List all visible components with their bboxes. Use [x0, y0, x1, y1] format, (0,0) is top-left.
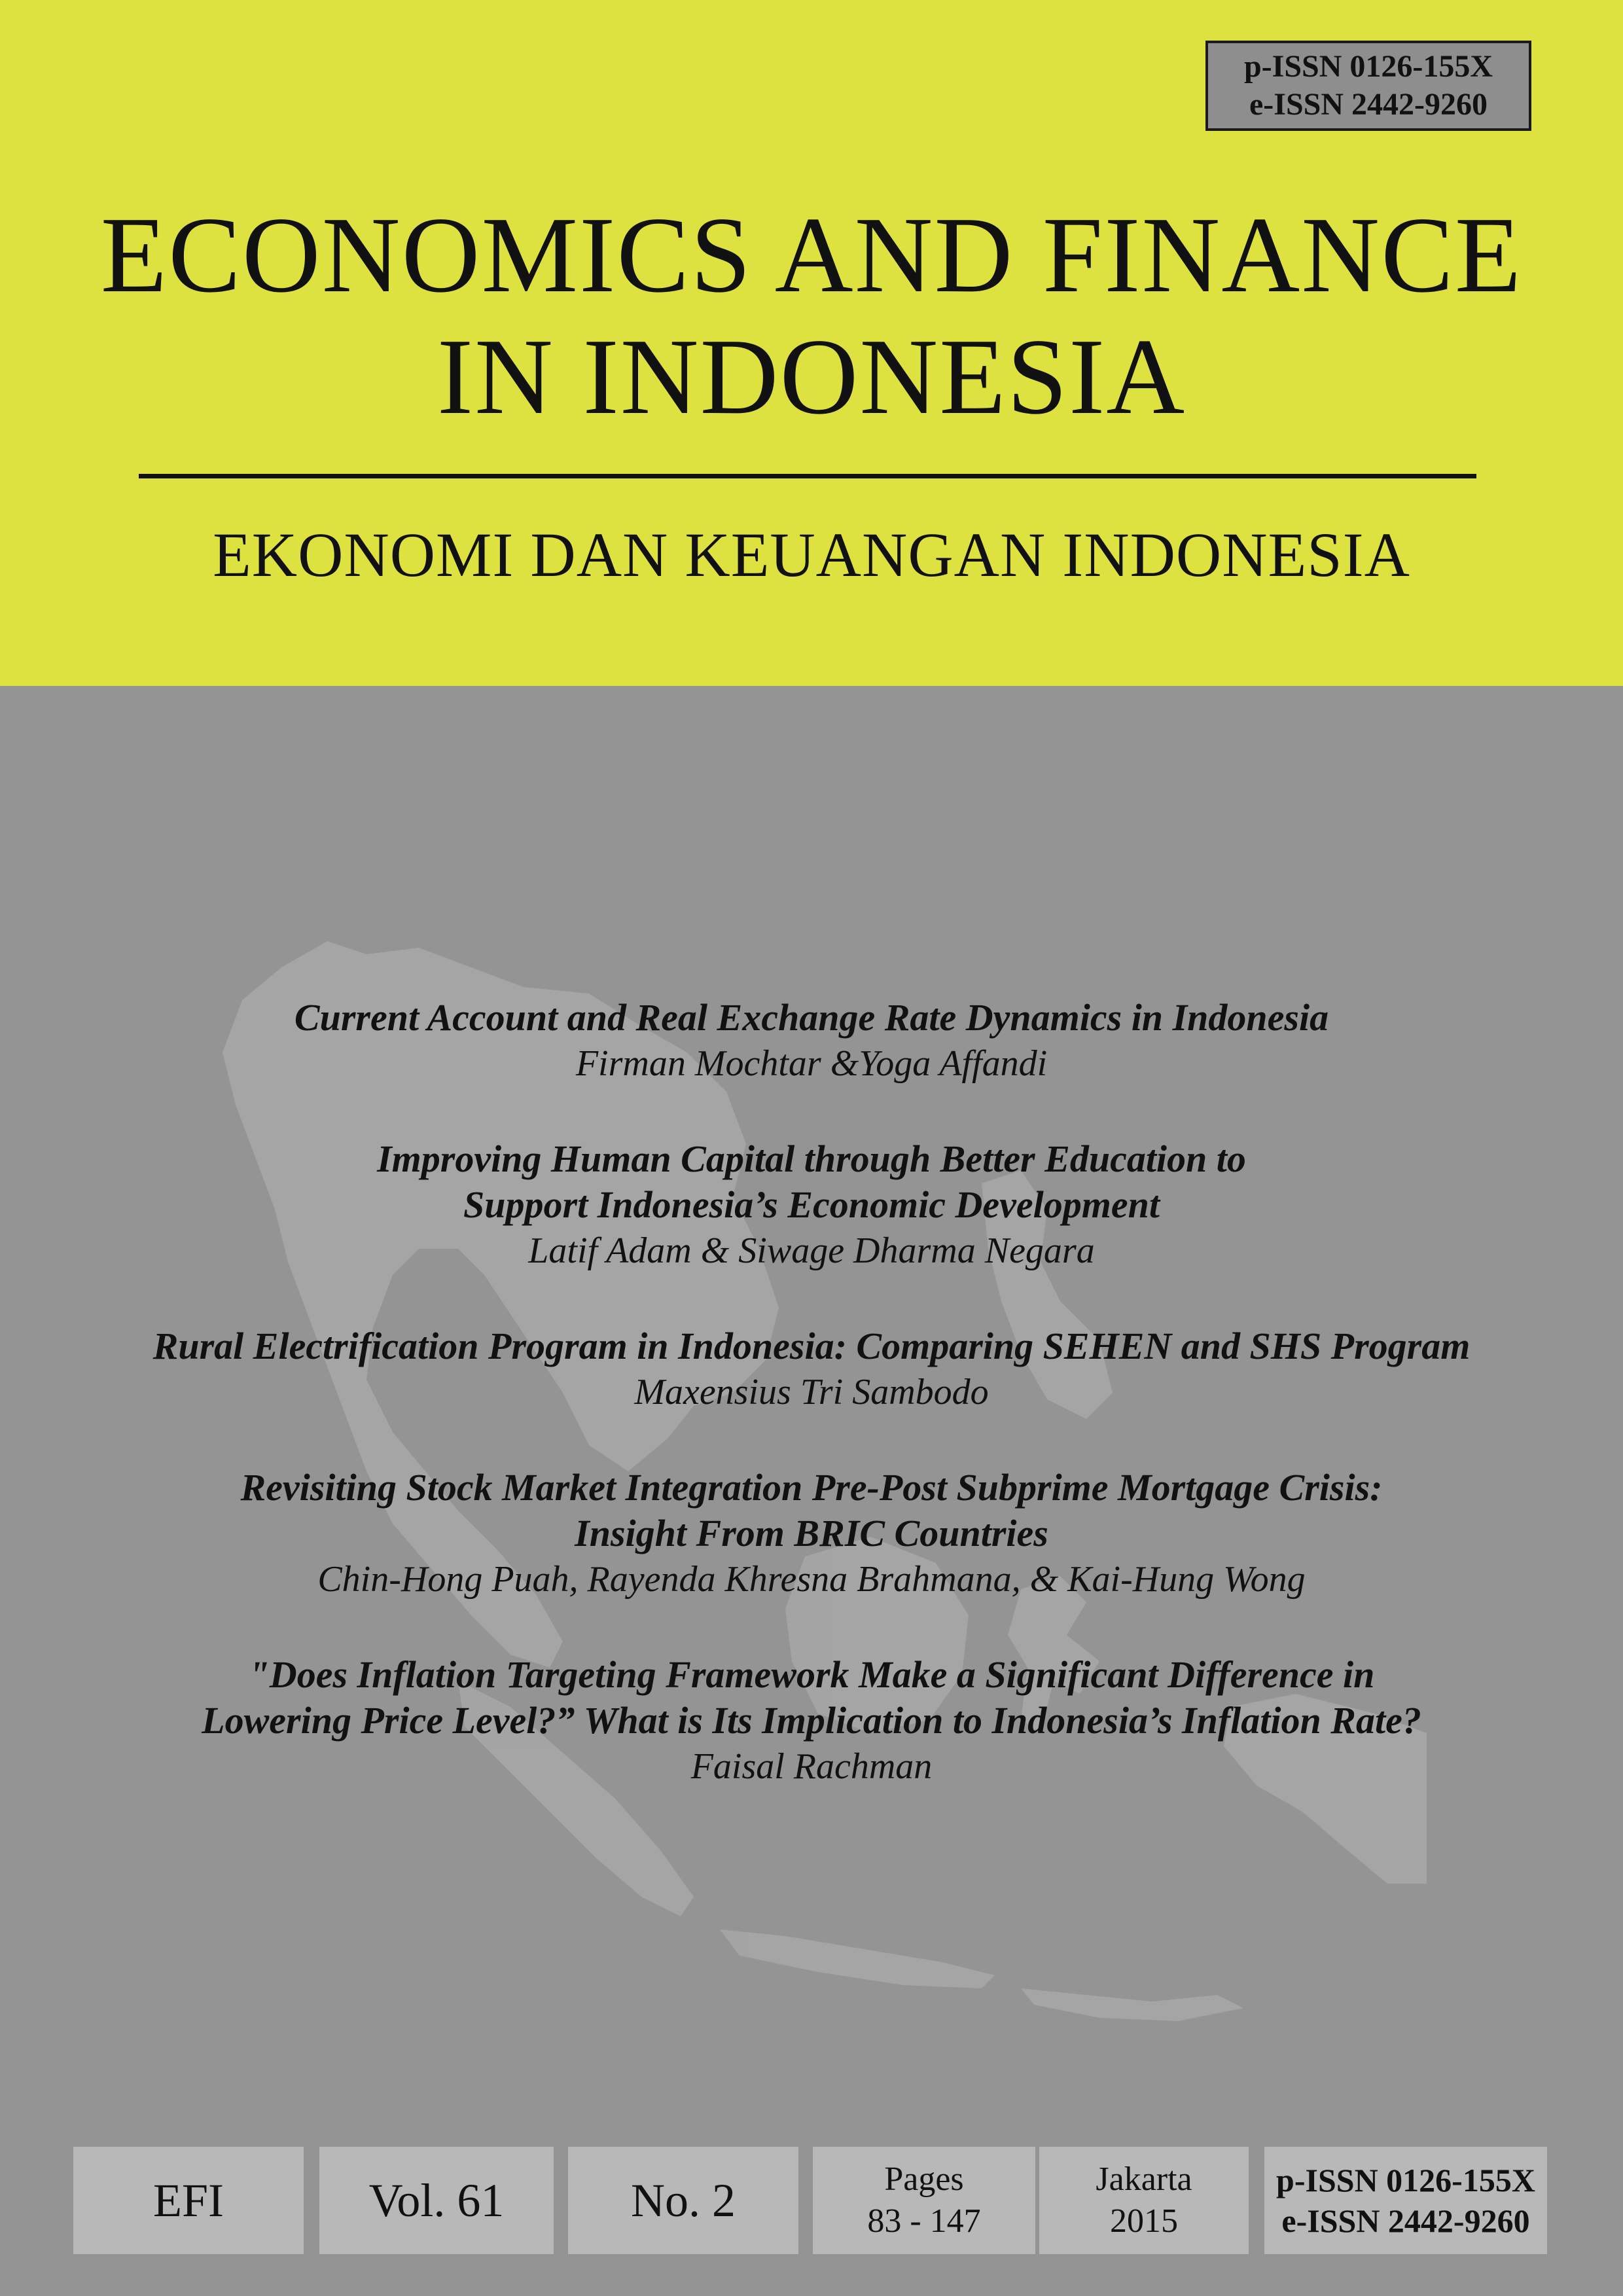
journal-subtitle: EKONOMI DAN KEUANGAN INDONESIA — [213, 520, 1410, 590]
article-authors: Maxensius Tri Sambodo — [634, 1372, 989, 1412]
article-title: Current Account and Real Exchange Rate Dynamics in Indonesia — [294, 996, 1329, 1039]
article-4 — [0, 1465, 1623, 1602]
article-1 — [0, 995, 1623, 1086]
article-title: Insight From BRIC Countries — [575, 1512, 1048, 1554]
year: 2015 — [1110, 2202, 1178, 2240]
article-title: "Does Inflation Targeting Framework Make a Significant Difference in — [248, 1653, 1375, 1696]
article-5 — [0, 1652, 1623, 1789]
table-of-contents — [0, 995, 1623, 1839]
article-authors: Chin-Hong Puah, Rayenda Khresna Brahmana, & Kai-Hung Wong — [317, 1559, 1306, 1600]
footer-journal-abbr — [73, 2147, 304, 2254]
footer-number — [568, 2147, 798, 2254]
article-title: Rural Electrification Program in Indonesia: Comparing SEHEN and SHS Program — [152, 1325, 1471, 1367]
article-2 — [0, 1136, 1623, 1274]
article-authors: Firman Mochtar &Yoga Affandi — [575, 1043, 1048, 1084]
city: Jakarta — [1096, 2161, 1192, 2198]
article-authors: Latif Adam & Siwage Dharma Negara — [528, 1230, 1095, 1271]
pages-range: 83 - 147 — [867, 2202, 981, 2240]
java-shape — [720, 1929, 995, 1988]
nusa-tenggara-shape — [1021, 1988, 1243, 2021]
article-title: Lowering Price Level?” What is Its Implication to Indonesia’s Inflation Rate? — [202, 1699, 1421, 1742]
article-title: Improving Human Capital through Better Education to — [377, 1138, 1246, 1180]
footer-issn — [1264, 2147, 1547, 2254]
journal-title-line-1: ECONOMICS AND FINANCE — [100, 194, 1523, 315]
volume: Vol. 61 — [368, 2174, 505, 2227]
article-title: Revisiting Stock Market Integration Pre-Post Subprime Mortgage Crisis: — [240, 1466, 1383, 1509]
footer-volume — [319, 2147, 554, 2254]
issn-electronic: e-ISSN 2442-9260 — [1281, 2202, 1530, 2239]
issn-box — [1205, 41, 1531, 131]
article-authors: Faisal Rachman — [690, 1746, 933, 1787]
title-divider — [139, 474, 1476, 478]
issn-print: p-ISSN 0126-155X — [1276, 2162, 1535, 2198]
issue-number: No. 2 — [631, 2174, 736, 2227]
pages-label: Pages — [884, 2161, 964, 2198]
footer-pages — [813, 2147, 1035, 2254]
journal-abbr: EFI — [153, 2174, 224, 2227]
issn-print: p-ISSN 0126-155X — [1243, 49, 1493, 84]
issn-electronic: e-ISSN 2442-9260 — [1249, 87, 1488, 122]
footer-place-year — [1039, 2147, 1249, 2254]
article-3 — [0, 1323, 1623, 1415]
article-title: Support Indonesia’s Economic Development — [463, 1183, 1160, 1226]
journal-title-line-2: IN INDONESIA — [437, 316, 1186, 437]
